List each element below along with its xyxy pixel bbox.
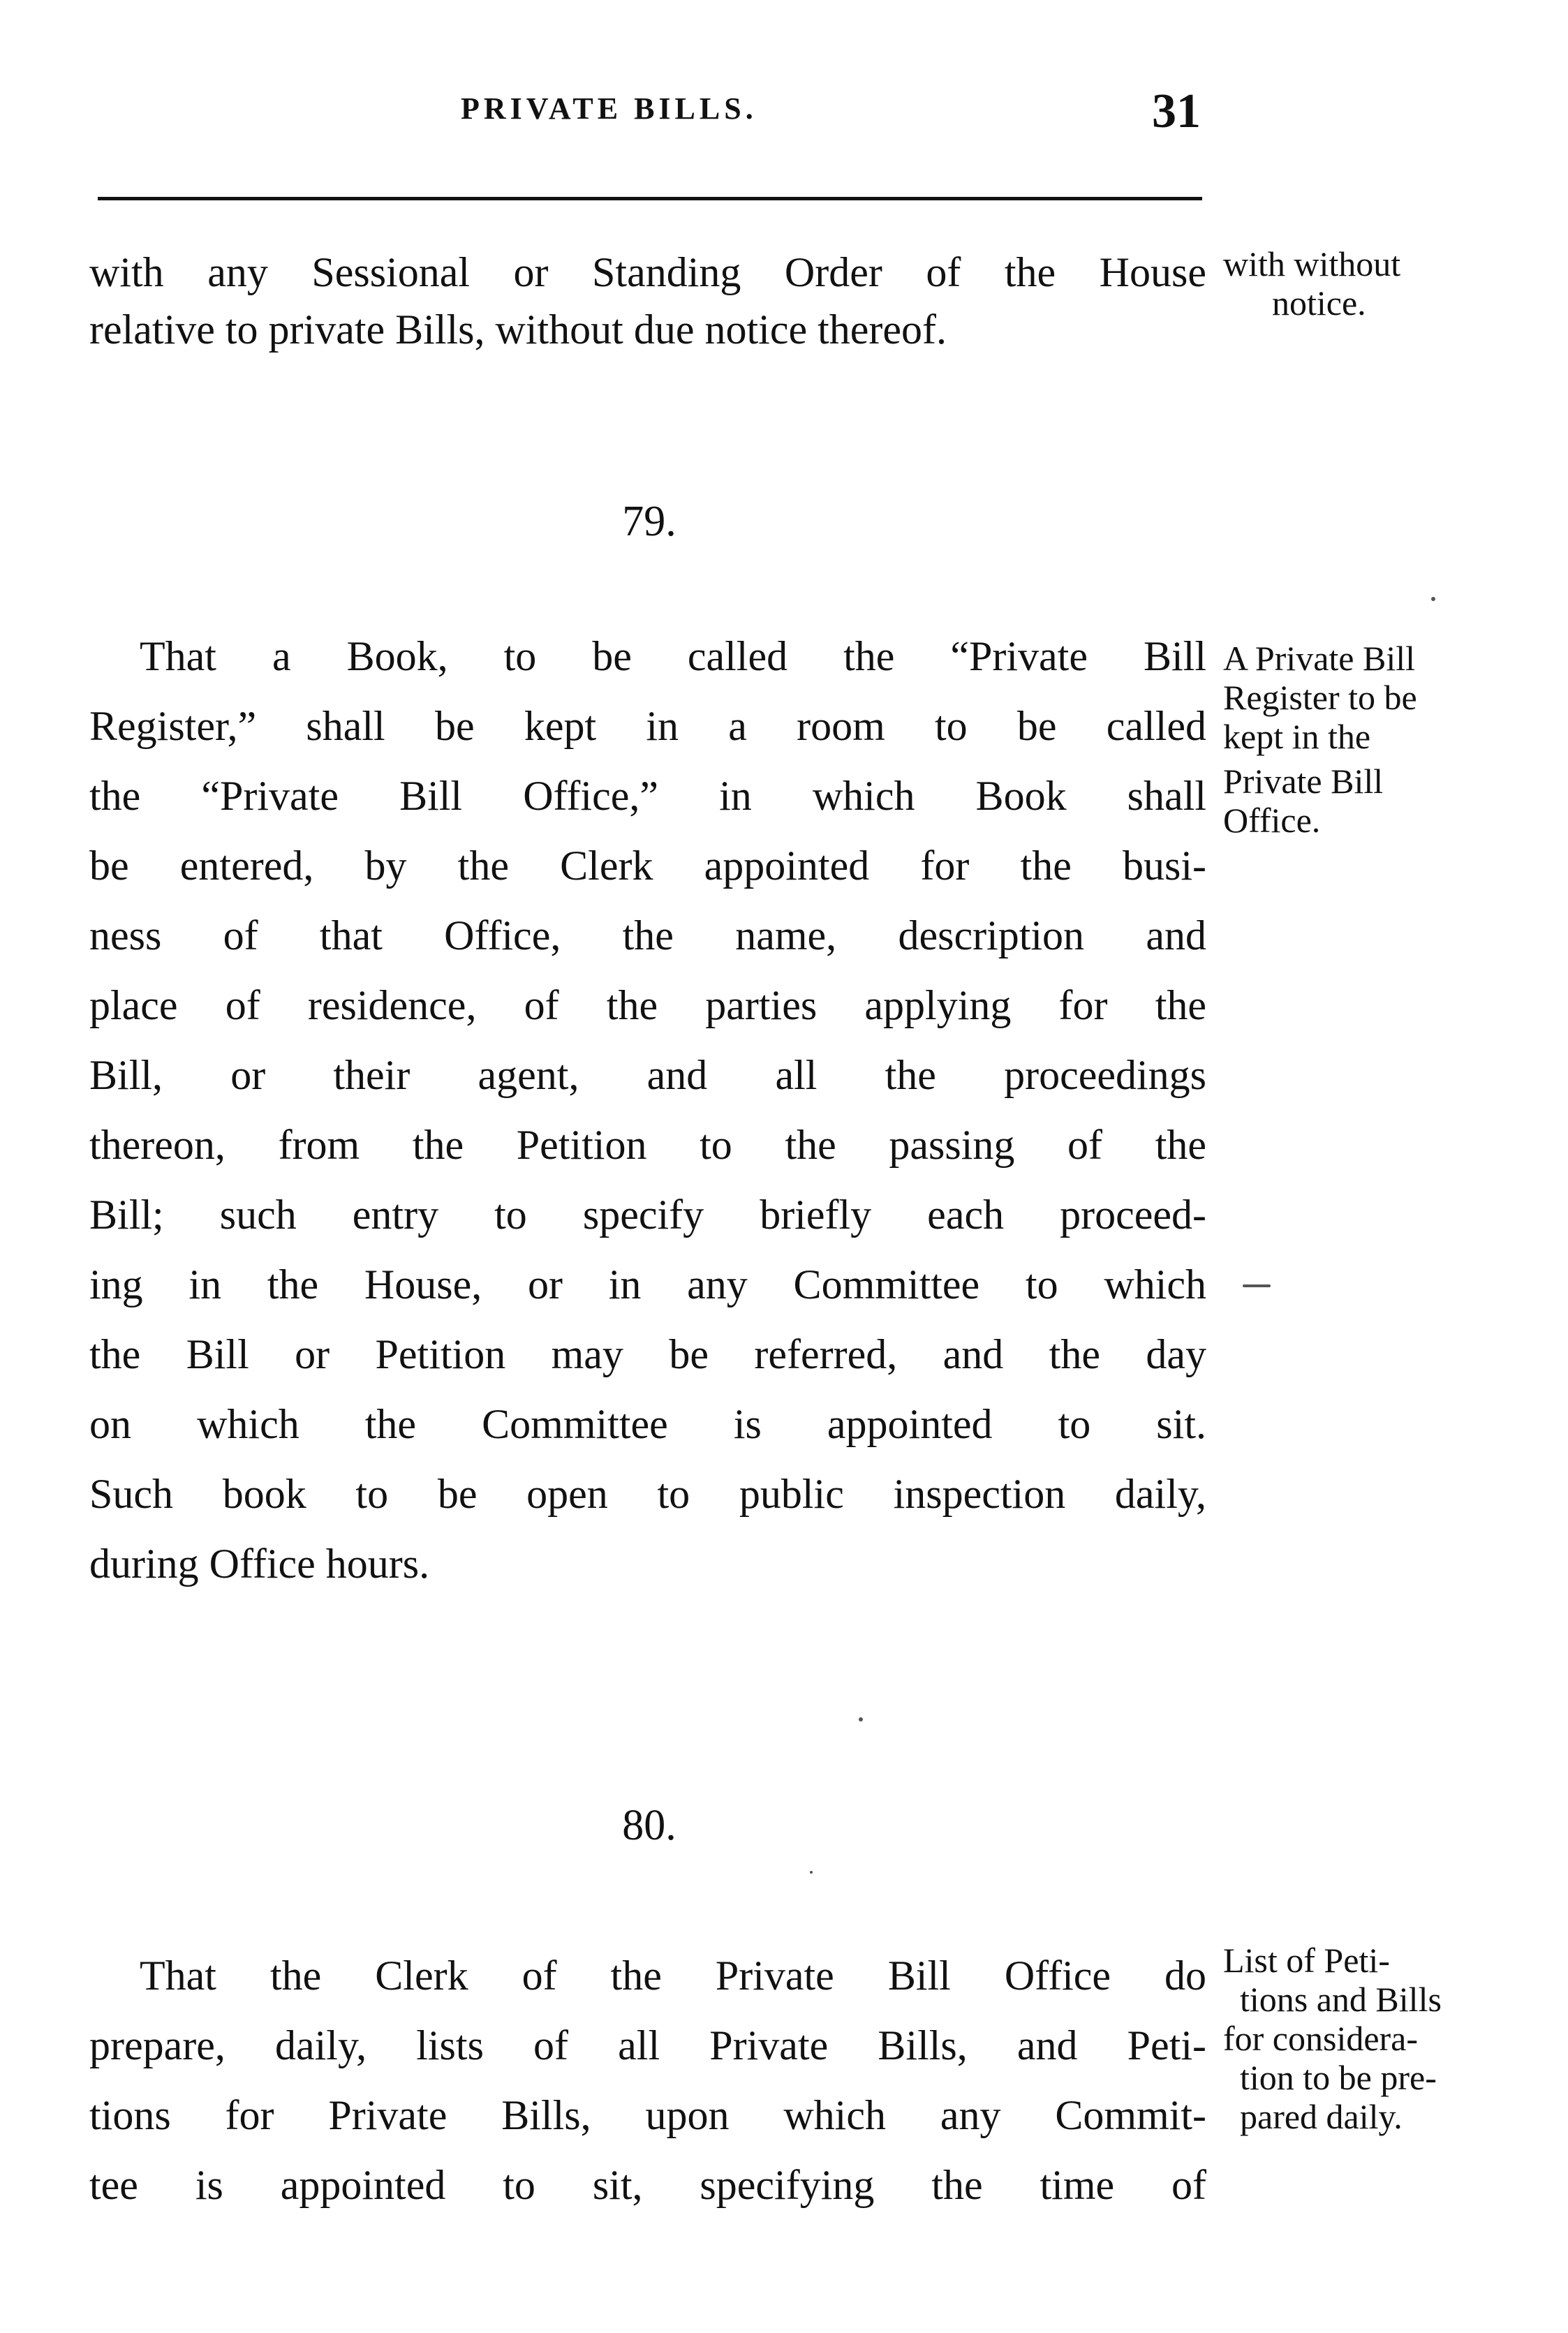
side-note-80 — [1223, 1941, 1516, 2136]
side-note-line: with without — [1223, 244, 1401, 283]
side-note-continuation — [1223, 244, 1516, 323]
print-speck — [1243, 1284, 1271, 1287]
print-speck — [859, 1717, 863, 1721]
side-note-79 — [1223, 639, 1516, 840]
paragraph-line: ness of that Office, the name, description and — [89, 912, 1206, 958]
running-head — [98, 84, 1201, 154]
paragraph-line: Register,” shall be kept in a room to be called — [89, 703, 1206, 749]
paragraph-line: Bill; such entry to specify briefly each proceed- — [89, 1192, 1206, 1238]
paragraph-line: tee is appointed to sit, specifying the time of — [89, 2162, 1206, 2208]
print-speck — [1431, 597, 1435, 601]
side-note-line: Register to be — [1223, 678, 1417, 717]
running-title: PRIVATE BILLS. — [461, 91, 757, 126]
paragraph-line: That the Clerk of the Private Bill Office do — [140, 1953, 1206, 1999]
side-note-line: pared daily. — [1240, 2097, 1403, 2136]
print-speck — [810, 1871, 813, 1874]
paragraph-line: That a Book, to be called the “Private Bill — [140, 633, 1206, 679]
paragraph-line: on which the Committee is appointed to sit. — [89, 1401, 1206, 1447]
page-number: 31 — [1152, 84, 1201, 138]
side-note-line: Private Bill — [1223, 762, 1384, 801]
section-number-80: 80. — [622, 1802, 676, 1849]
paragraph-line: ing in the House, or in any Committee to which — [89, 1261, 1206, 1308]
paragraph-line: thereon, from the Petition to the passing of the — [89, 1122, 1206, 1168]
side-note-line: for considera- — [1223, 2019, 1419, 2058]
side-note-line: tions and Bills — [1240, 1980, 1442, 2019]
paragraph-line: be entered, by the Clerk appointed for the busi- — [89, 843, 1206, 889]
paragraph-line: place of residence, of the parties applying for the — [89, 982, 1206, 1028]
side-note-line: Office. — [1223, 801, 1321, 840]
paragraph-line: the “Private Bill Office,” in which Book shall — [89, 773, 1206, 819]
paragraph-line: Bill, or their agent, and all the proceedings — [89, 1052, 1206, 1098]
paragraph-line: Such book to be open to public inspection daily, — [89, 1471, 1206, 1517]
header-rule — [98, 197, 1202, 200]
section-number-79: 79. — [622, 498, 676, 545]
paragraph-line: the Bill or Petition may be referred, and the day — [89, 1331, 1206, 1377]
side-note-line: A Private Bill — [1223, 639, 1415, 678]
paragraph-line: during Office hours. — [89, 1541, 430, 1587]
continuation-line: with any Sessional or Standing Order of the House — [89, 249, 1206, 295]
continuation-line: relative to private Bills, without due notice thereof. — [89, 306, 947, 353]
paragraph-line: tions for Private Bills, upon which any Commit- — [89, 2092, 1206, 2138]
side-note-line: List of Peti- — [1223, 1941, 1390, 1980]
side-note-line: notice. — [1272, 283, 1366, 323]
side-note-line: kept in the — [1223, 717, 1371, 756]
paragraph-line: prepare, daily, lists of all Private Bills, and Peti- — [89, 2022, 1206, 2068]
side-note-line: tion to be pre- — [1240, 2058, 1437, 2097]
